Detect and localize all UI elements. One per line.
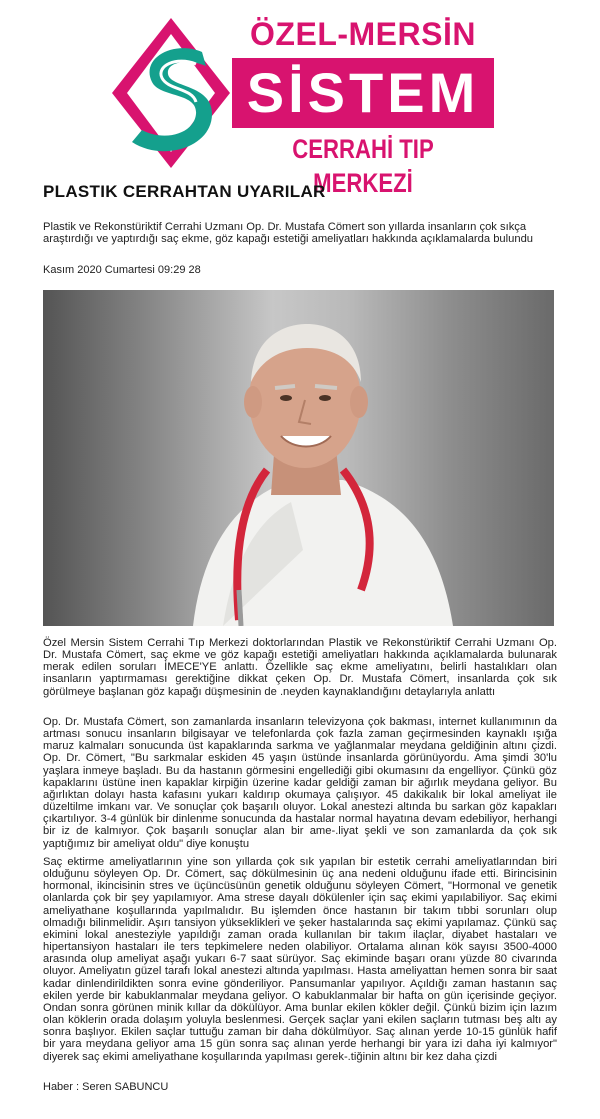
article-photo (43, 290, 554, 626)
brand-banner (232, 58, 494, 128)
brand-line-cerrahi-tip-merkezi: CERRAHİ TIP MERKEZİ (292, 134, 434, 198)
brand-line-sistem: SİSTEM (246, 61, 480, 124)
article-paragraph-1: Özel Mersin Sistem Cerrahi Tıp Merkezi doktorlarından Plastik ve Rekonstüriktif Cerrahi Uzmanı Op. Dr. Mustafa Cömert, saç ekme ve göz kapağı estetiği ameliyatları hakkında açıklamalarda bulunarak merak edilen soruları İMECE'YE anlattı. Özellikle saç ekme ameliyatını, belirli hastalıkları olan insanların yaptırmaması gerektiğine dikkat çeken Op. Dr. Mustafa Cömert, insanlarda çok sık görülmeye başlanan göz kapağı düşmesinin de .neyden kaynaklandığını detaylarıyla anlattı (43, 637, 557, 698)
article-byline: Haber : Seren SABUNCU (43, 1081, 169, 1093)
doctor-portrait-icon (43, 290, 554, 626)
article-date: Kasım 2020 Cumartesi 09:29 28 (43, 264, 201, 276)
brand-line-ozel-mersin: ÖZEL-MERSİN (250, 16, 476, 52)
sistem-logo-icon (112, 18, 230, 168)
article-title: PLASTIK CERRAHTAN UYARILAR (43, 182, 326, 201)
article-paragraph-2: Op. Dr. Mustafa Cömert, son zamanlarda insanların televizyona çok bakması, internet kullanımının da artması sonucu insanların bilgisayar ve telefonlarda çok fazla zaman geçirmesinden kaynaklı ışığa maruz kalmaları sonucunda üst kapaklarında sarkma ve yağlanmalar meydana geldiğinin altını çizdi. Op. Dr. Cömert, "Bu sarkmalar eskiden 45 yaşın üstünde insanlarda görünüyordu. Ama şimdi 30'lu yaşlara inmeye başladı. Bu da hastanın görmesini engellediği gibi okumasını da engelliyor. Çünkü göz kapaklarını üstüne inen kapaklar kirpiğin üzerine kadar geldiği zaman bir ağırlık meydana geliyor. Bu ağırlıktan dolayı hasta kafasını yukarı kaldırıp okumaya çalışıyor. 45 dakikalık bir lokal ameliyat ile düzeltilme imkanı var. Ve sonuçlar çok başarılı oluyor. Lokal anestezi altında bu sarkan göz kapakları çıkartılıyor. 3-4 günlük bir dinlenme sonucunda da hastalar normal hayatına devam edebiliyor, herhangi bir iz de kalmıyor. Çok başarılı sonuçlar alan bir ame-.liyat şekli ve son zamanlarda da çok sık yaptığımız bir ameliyat oldu" diye konuştu (43, 716, 557, 850)
article-lead: Plastik ve Rekonstüriktif Cerrahi Uzmanı Op. Dr. Mustafa Cömert son yıllarda insanların çok sıkça araştırdığı ve yaptırdığı saç ekme, göz kapağı estetiği ameliyatları hakkında açıklamalarda bulundu (43, 221, 534, 246)
article-paragraph-3: Saç ektirme ameliyatlarının yine son yıllarda çok sık yapılan bir estetik cerrahi ameliyatlarından biri olduğunu söyleyen Op. Dr. Cömert, saç dökülmesinin üç ana nedeni olduğunu ifade etti. Birincisinin hormonal, ikincisinin stres ve üçüncüsünün genetik olduğunu söyleyen Cömert, "Hormonal ve genetik olanlarda çok bir şey yapılamıyor. Ama strese dayalı dökülenler için saç ekimi yapılabiliyor. Saç ekimi ameliyathane koşullarında yapılmalıdır. Bu işlemden önce hastanın bir takım tıbbi sorunları olup olmadığı bilinmelidir. Aşırı tansiyon yükseklikleri ve şeker hastalarında saç ekimi yapılamaz. Çünkü saç ekimini lokal anesteziyle yapıldığı zaman orada kullanılan bir takım ilaçlar, diyabet hastaları ve hipertansiyon hastaları ile ters tepkimelere neden olabiliyor. Ortalama alınan kök sayısı 3500-4000 arasında olup ameliyat aşağı yukarı 6-7 saat sürüyor. Saç ekiminde başarı oranı yüzde 80 civarında oluyor. Ameliyatın güzel tarafı lokal anestezi altında yapılması. Hasta ameliyattan hemen sonra bir saat kadar dinlendirildikten sonra evine gönderiliyor. Pansumanlar yapılıyor. Açıldığı zaman hastanın saç ekilen yerde bir kabuklanmalar meydana geliyor. O kabuklanmalar bir hafta on gün içerisinde geçiyor. Ondan sonra görünen minik kıllar da dökülüyor. Ama bunlar ekilen kökler değil. Çünkü bizim için lazım olan köklerin orada dolaşım yoluyla beslenmesi. Gerçek saçlar yani ekilen saçların tutması beş altı ay sonra başlıyor. Ekilen saçlar tuttuğu zaman bir daha dökülmüyor. Saç alınan yerde 10-15 günlük hafif bir yara meydana geliyor ama 15 gün sonra saç alınan yerde herhangi bir yara izi daha iyi kalmıyor" diyerek saç ekimi ameliyathane koşullarında yapılması gerek-.tiğinin altını bir kez daha çizdi (43, 856, 557, 1063)
